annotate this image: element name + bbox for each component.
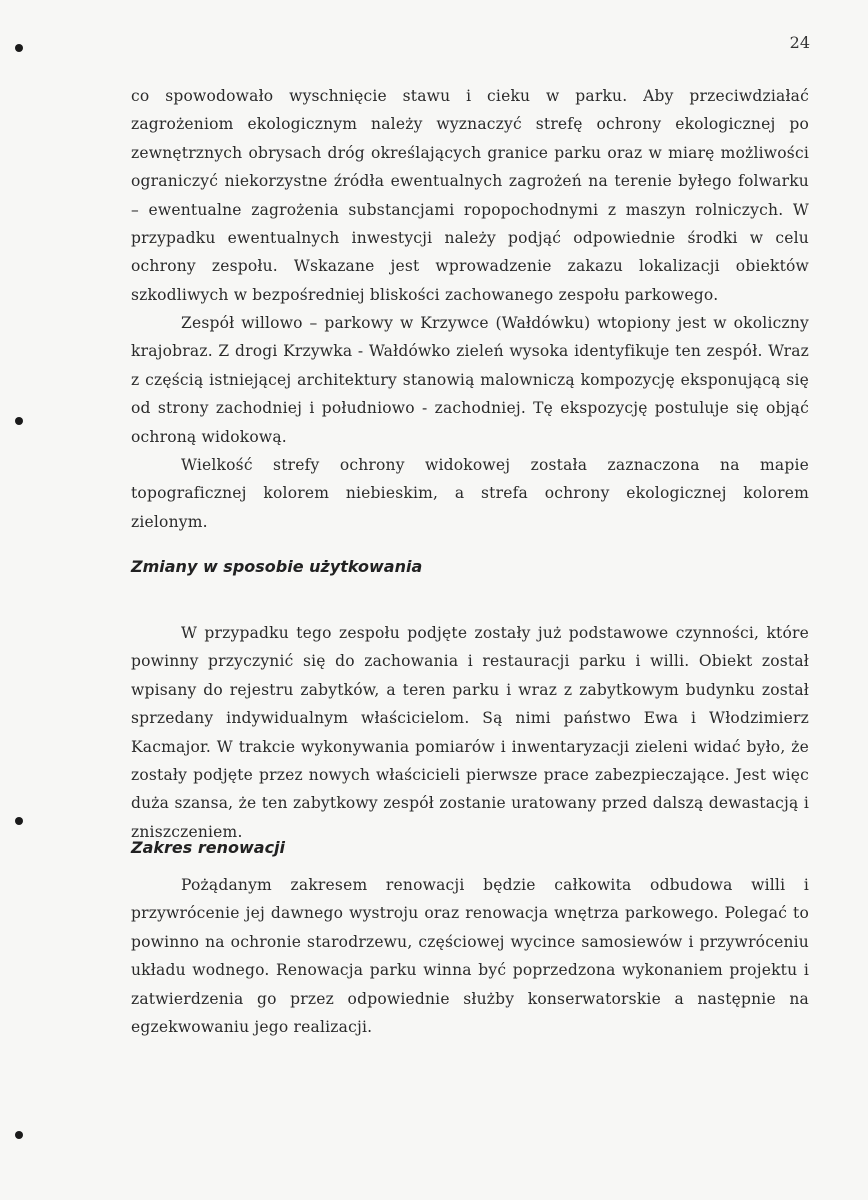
paragraph-renovation-scope: Pożądanym zakresem renowacji będzie całkowita odbudowa willi i przywrócenie jej dawnego wystroju oraz renowacja wnętrza parkowego. Polegać to powinno na ochronie starodrzewu, częściowej wycince samosiewów i przywróceniu układu wodnego. Renowacja parku winna być poprzedzona wykonaniem projektu i zatwierdzenia go przez odpowiednie służby konserwatorskie a następnie na egzekwowaniu jego realizacji. [131, 876, 809, 1037]
paragraph-usage-changes: W przypadku tego zespołu podjęte zostały już podstawowe czynności, które powinny przyczynić się do zachowania i restauracji parku i willi. Obiekt został wpisany do rejestru zabytków, a teren parku i wraz z zabytkowym budynku został sprzedany indywidualnym właścicielom. Są nimi państwo Ewa i Włodzimierz Kacmajor. W trakcie wykonywania pomiarów i inwentaryzacji zieleni widać było, że zostały podjęte przez nowych właścicieli pierwsze prace zabezpieczające. Jest więc duża szansa, że ten zabytkowy zespół zostanie uratowany przed dalszą dewastacją i zniszczeniem. [131, 624, 809, 841]
paragraph-protection-zones: Wielkość strefy ochrony widokowej została zaznaczona na mapie topograficznej kolorem niebieskim, a strefa ochrony ekologicznej kolorem zielonym. [131, 456, 809, 531]
punch-hole-mark [15, 1131, 23, 1139]
section-heading-usage-changes: Zmiany w sposobie użytkowania [131, 557, 423, 576]
punch-hole-mark [15, 417, 23, 425]
page-number: 24 [789, 33, 810, 52]
punch-hole-mark [15, 817, 23, 825]
punch-hole-mark [15, 44, 23, 52]
section-heading-renovation-scope: Zakres renowacji [131, 838, 286, 857]
paragraph-landscape-exposure: Zespół willowo – parkowy w Krzywce (Wałdówku) wtopiony jest w okoliczny krajobraz. Z drogi Krzywka - Wałdówko zieleń wysoka identyfikuje ten zespół. Wraz z częścią istniejącej architektury stanowią malowniczą kompozycję eksponującą się od strony zachodniej i południowo - zachodniej. Tę ekspozycję postuluje się objąć ochroną widokową. [131, 314, 809, 446]
paragraph-ecological-protection: co spowodowało wyschnięcie stawu i cieku w parku. Aby przeciwdziałać zagrożeniom ekologicznym należy wyznaczyć strefę ochrony ekologicznej po zewnętrznych obrysach dróg określających granice parku oraz w miarę możliwości ograniczyć niekorzystne źródła ewentualnych zagrożeń na terenie byłego folwarku – ewentualne zagrożenia substancjami ropopochodnymi z maszyn rolniczych. W przypadku ewentualnych inwestycji należy podjąć odpowiednie środki w celu ochrony zespołu. Wskazane jest wprowadzenie zakazu lokalizacji obiektów szkodliwych w bezpośredniej bliskości zachowanego zespołu parkowego. [131, 87, 809, 304]
